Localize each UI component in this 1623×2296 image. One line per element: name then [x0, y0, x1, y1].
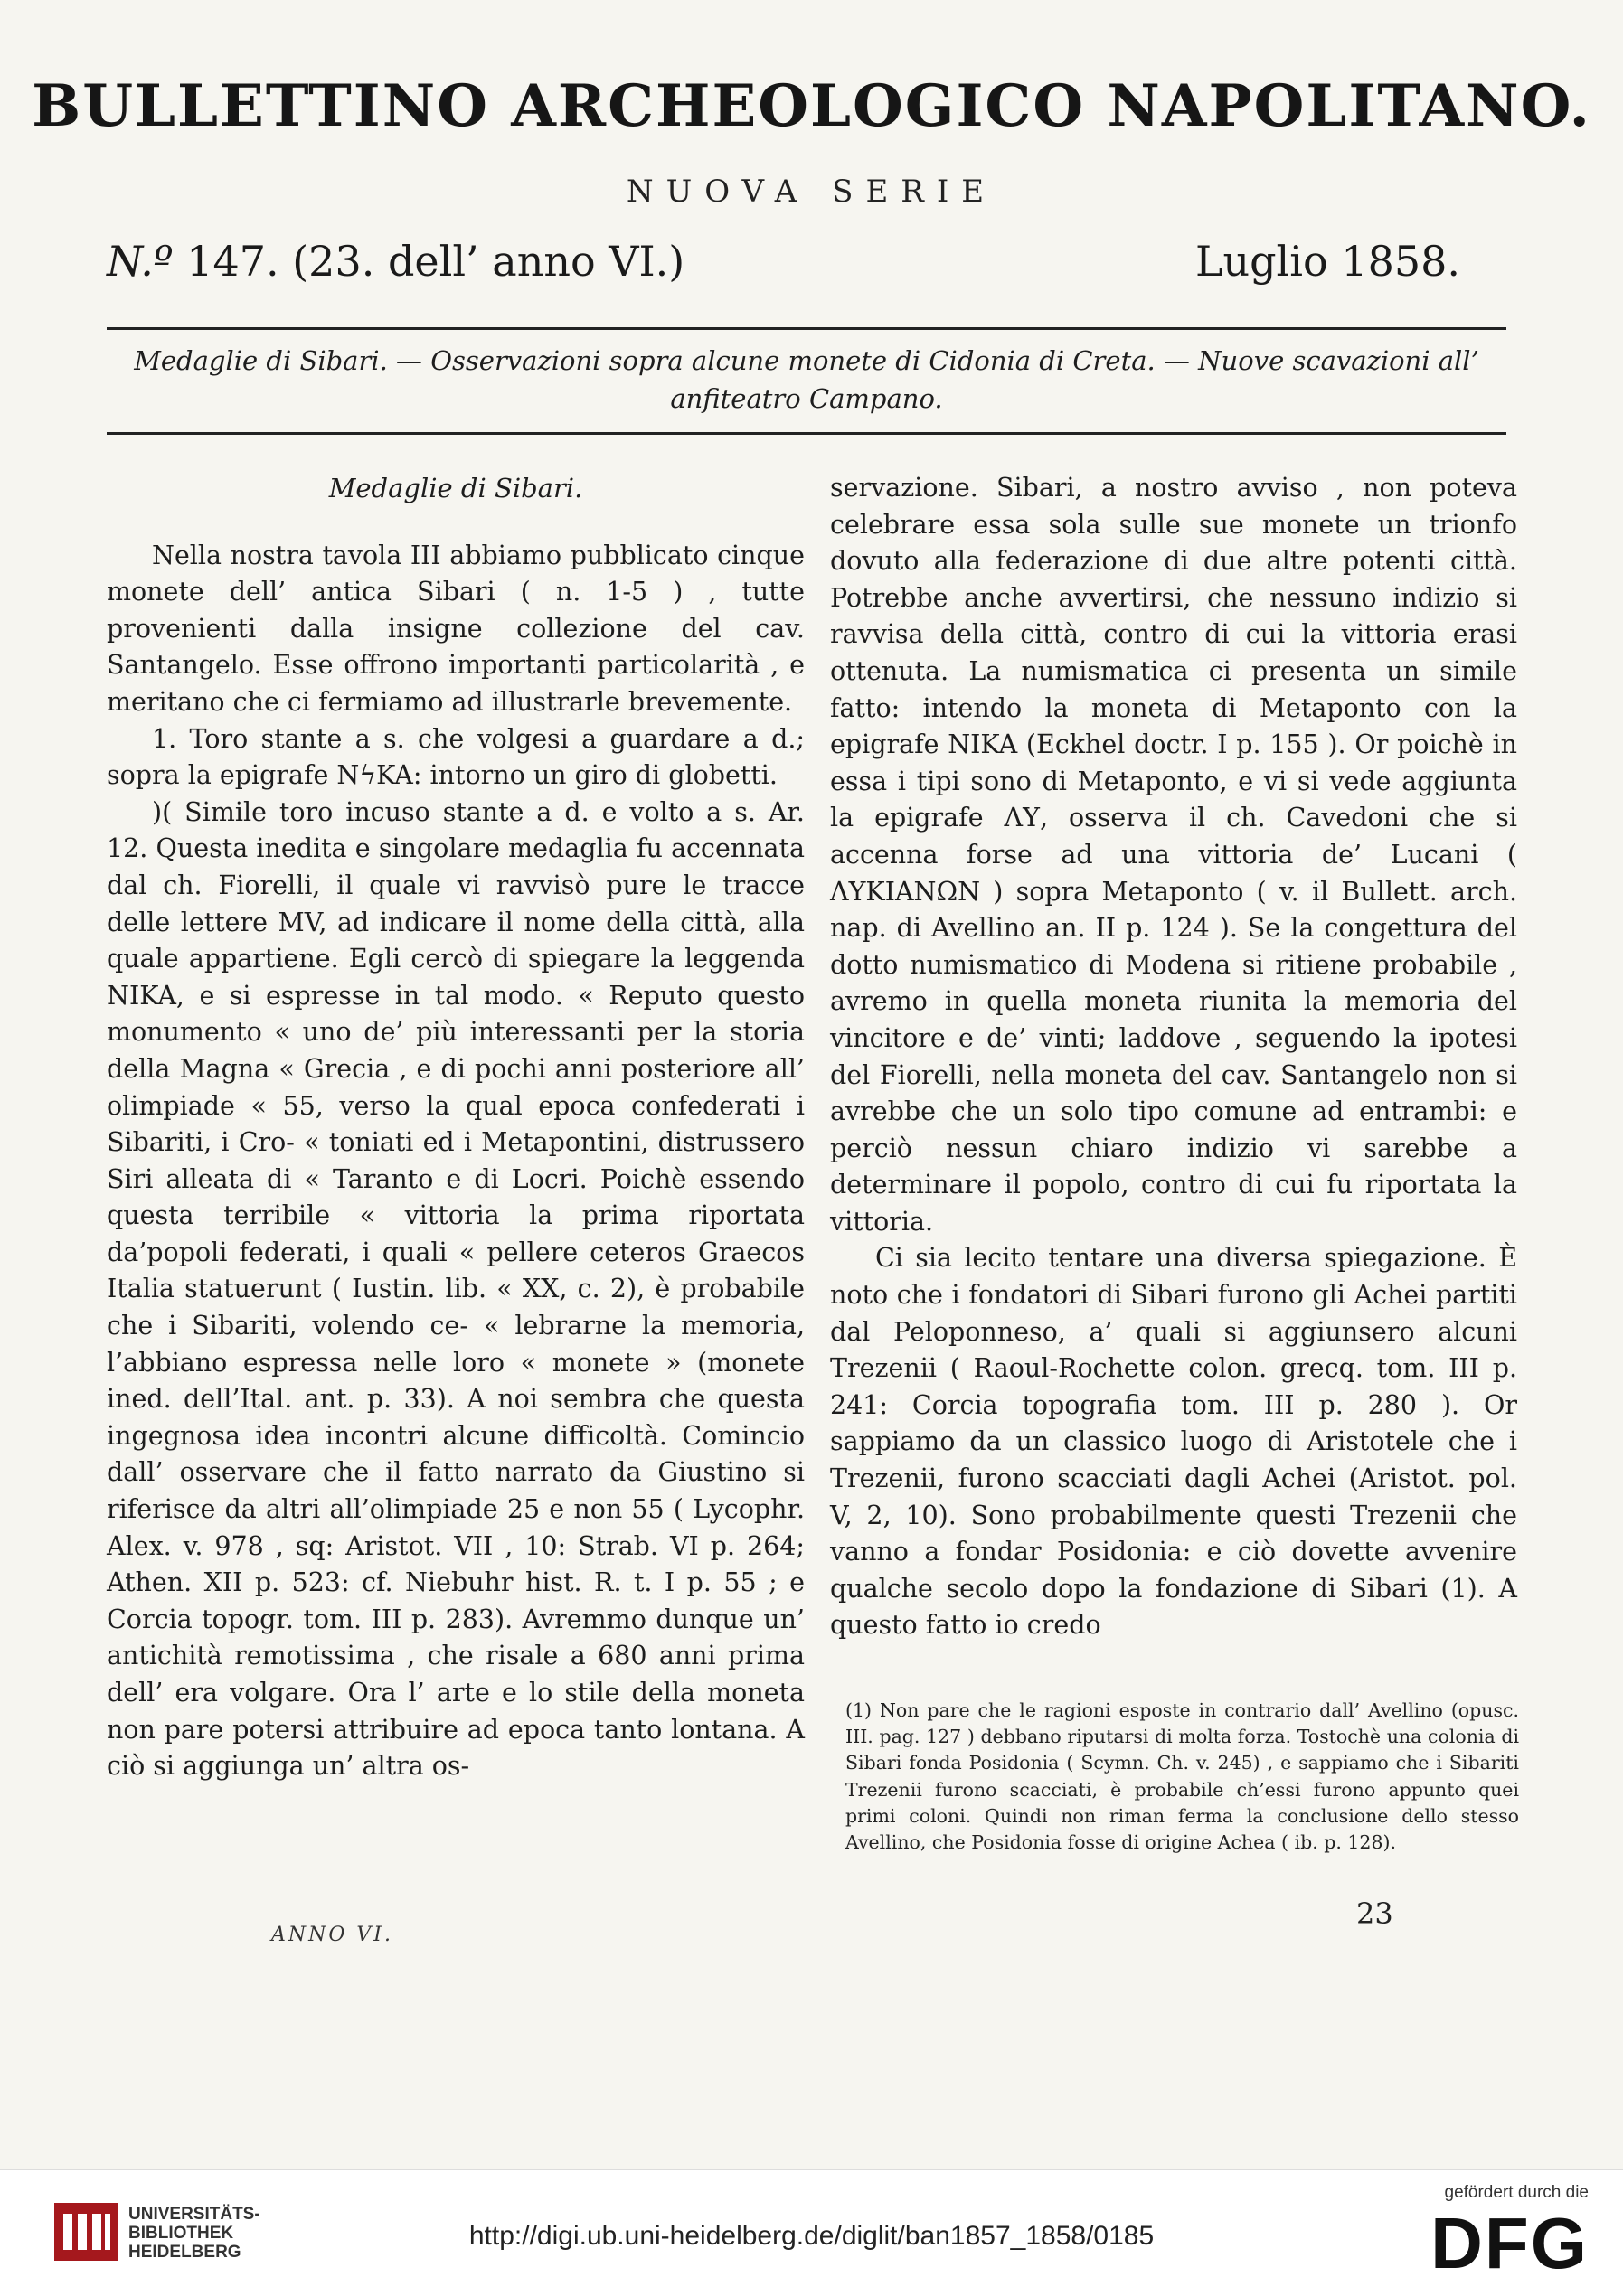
paragraph: 1. Toro stante a s. che volgesi a guardare a d.; sopra la epigrafe NϟKA: intorno un giro di globetti.: [107, 723, 805, 791]
paragraph: )( Simile toro incuso stante a d. e volto a s. Ar. 12. Questa inedita e singolare medaglia fu accennata dal ch. Fiorelli, il quale vi ravvisò pure le tracce delle lettere MV, ad indicare il nome della città, alla quale appartiene. Egli cercò di spiegare la leggenda NIKA, e si espresse in tal modo. « Reputo questo monumento « uno de’ più interessanti per la storia della Magna « Grecia , e di pochi anni posteriore all’ olimpiade « 55, verso la qual epoca confederati i Sibariti, i Cro- « toniati ed i Metapontini, distrussero Siri alleata di « Taranto e di Locri. Poichè essendo questa terribile « vittoria la prima riportata da’popoli federati, i quali « pellere ceteros Graecos Italia statuerunt ( Iustin. lib. « XX, c. 2), è probabile che i Sibariti, volendo ce- « lebrarne la memoria, l’abbiano espressa nelle loro « monete » (monete ined. dell’Ital. ant. p. 33). A noi sembra che questa ingegnosa idea incontri alcune difficoltà. Comincio dall’ osservare che il fatto narrato da Giustino si riferisce da altri all’olimpiade 25 e non 55 ( Lycophr. Alex. v. 978 , sq: Aristot. VII , 10: Strab. VI p. 264; Athen. XII p. 523: cf. Niebuhr hist. R. t. I p. 55 ; e Corcia topogr. tom. III p. 283). Avremmo dunque un’ antichità remotissima , che risale a 680 anni prima dell’ era volgare. Ora l’ arte e lo stile della moneta non pare potersi attribuire ad epoca tanto lontana. A ciò si aggiunga un’ altra os-: [107, 796, 805, 1782]
footnote: (1) Non pare che le ragioni esposte in contrario dall’ Avellino (opusc. III. pag. 127 ) debbano riputarsi di molta forza. Tostochè una colonia di Sibari fonda Posidonia ( Scymn. Ch. v. 245) , e sappiamo che i Sibariti Trezenii furono scacciati, è probabile ch’essi furono appunto quei primi coloni. Quindi non riman ferma la conclusione dello stesso Avellino, che Posidonia fosse di origine Achea ( ib. p. 128).: [845, 1699, 1519, 1854]
paragraph: servazione. Sibari, a nostro avviso , non poteva celebrare essa sola sulle sue monete un trionfo dovuto alla federazione di due altre potenti città. Potrebbe anche avvertirsi, che nessuno indizio si ravvisa della città, contro di cui la vittoria erasi ottenuta. La numismatica ci presenta un simile fatto: intendo la moneta di Metaponto con la epigrafe NIKA (Eckhel doctr. I p. 155 ). Or poichè in essa i tipi sono di Metaponto, e vi si vede aggiunta la epigrafe ΛΥ, osserva il ch. Cavedoni che si accenna forse ad una vittoria de’ Lucani ( ΛΥΚΙΑΝΩΝ ) sopra Metaponto ( v. il Bullett. arch. nap. di Avellino an. II p. 124 ). Se la congettura del dotto numismatico di Modena si ritiene probabile , avremo in quella moneta riunita la memoria del vincitore e de’ vinti; laddove , seguendo la ipotesi del Fiorelli, nella moneta del cav. Santangelo non si avrebbe che un solo tipo comune ad entrambi: e perciò nessun chiaro indizio vi sarebbe a determinare il popolo, contro di cui fu riportata la vittoria.: [830, 473, 1517, 1237]
issue-detail: 147. (23. dell’ anno VI.): [186, 237, 685, 286]
issue-number: [107, 237, 684, 286]
library-name-line: BIBLIOTHEK: [128, 2224, 234, 2243]
series-subtitle: NUOVA SERIE: [626, 174, 997, 210]
top-rule: [107, 327, 1506, 330]
bottom-rule: [107, 432, 1506, 435]
viewer-footer: [0, 2169, 1623, 2296]
permalink-url[interactable]: http://digi.ub.uni-heidelberg.de/diglit/ban1857_1858/0185: [468, 2221, 1155, 2251]
funding-label: gefördert durch die: [1444, 2183, 1589, 2202]
right-column: [830, 470, 1517, 1644]
section-heading: Medaglie di Sibari.: [328, 473, 583, 503]
issue-date: Luglio 1858.: [1194, 237, 1460, 286]
signature-mark: ANNO VI.: [271, 1924, 393, 1946]
page-number: 23: [1356, 1896, 1393, 1931]
issue-abbrev: N.º: [107, 237, 174, 286]
table-of-contents: Medaglie di Sibari. — Osservazioni sopra alcune monete di Cidonia di Creta. — Nuove scavazioni all’ anfiteatro Campano.: [134, 345, 1479, 414]
paragraph: Ci sia lecito tentare una diversa spiegazione. È noto che i fondatori di Sibari furono gli Achei partiti dal Peloponneso, a’ quali si aggiunsero alcuni Trezenii ( Raoul-Rochette colon. grecq. tom. III p. 241: Corcia topografia tom. III p. 280 ). Or sappiamo da un classico luogo di Aristotele che i Trezenii, furono scacciati dagli Achei (Aristot. pol. V, 2, 10). Sono probabilmente questi Trezenii che vanno a fondar Posidonia: e ciò dovette avvenire qualche secolo dopo la fondazione di Sibari (1). A questo fatto io credo: [830, 1243, 1517, 1641]
dfg-logo[interactable]: DFG: [1430, 2203, 1589, 2283]
library-name-line: HEIDELBERG: [128, 2243, 241, 2262]
paragraph: Nella nostra tavola III abbiamo pubblicato cinque monete dell’ antica Sibari ( n. 1-5 ) , tutte provenienti dalla insigne collezione del cav. Santangelo. Esse offrono importanti particolarità , e meritano che ci fermiamo ad illustrarle brevemente.: [107, 540, 805, 717]
left-column: [107, 470, 805, 1785]
library-name-line: UNIVERSITÄTS-: [128, 2205, 260, 2224]
journal-title: BULLETTINO ARCHEOLOGICO NAPOLITANO.: [32, 72, 1591, 140]
